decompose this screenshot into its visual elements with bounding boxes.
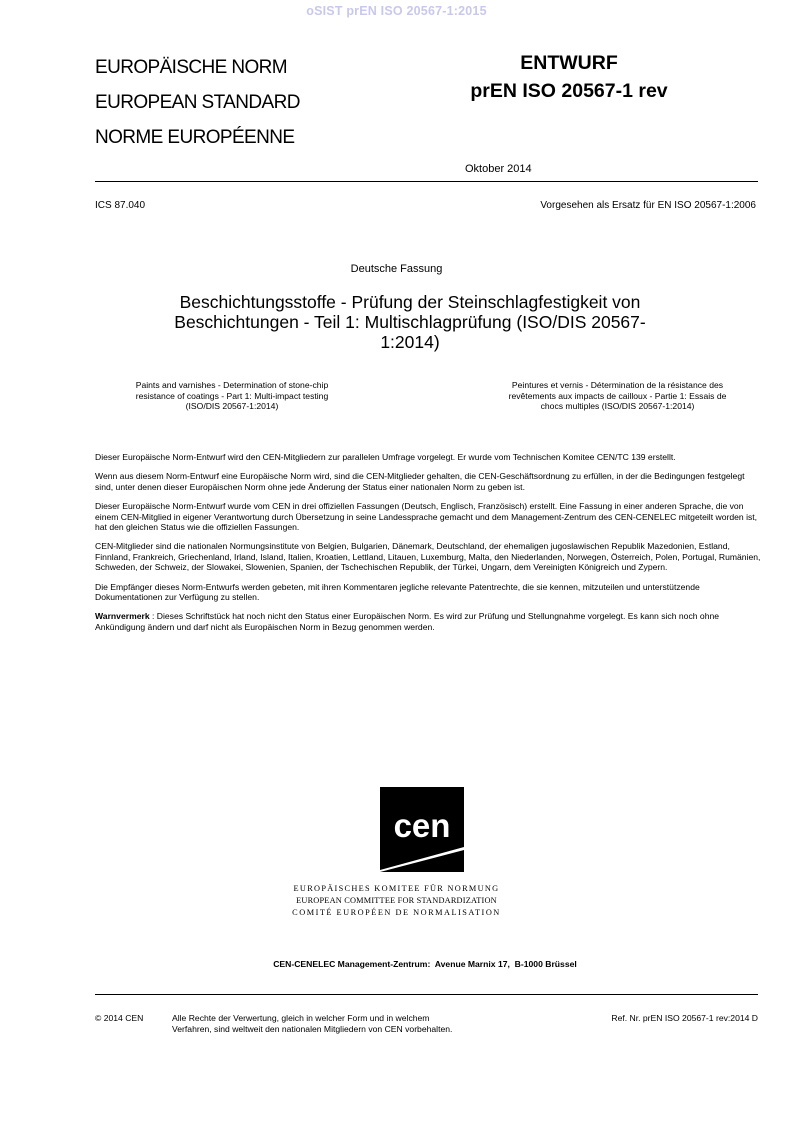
management-centre-address: CEN-CENELEC Management-Zentrum: Avenue Marnix 17, B-1000 Brüssel (273, 959, 577, 969)
german-title-line: 1:2014) (380, 332, 440, 352)
rights-line: Alle Rechte der Verwertung, gleich in welcher Form und in welchem (172, 1013, 430, 1023)
paragraph-patents: Die Empfänger dieses Norm-Entwurfs werden gebeten, mit ihren Kommentaren jegliche relevante Patentrechte, die sie kennen, mitzuteilen und unterstützende Dokumentationen zur Verfügung zu stellen. (95, 581, 700, 603)
german-title-line: Beschichtungen - Teil 1: Multischlagprüfung (ISO/DIS 20567- (174, 312, 646, 332)
version-label: Deutsche Fassung (350, 263, 443, 275)
replaces-note: Vorgesehen als Ersatz für EN ISO 20567-1:2006 (540, 200, 756, 211)
committee-name-en: EUROPEAN COMMITTEE FOR STANDARDIZATION (296, 896, 497, 905)
reference-number: Ref. Nr. prEN ISO 20567-1 rev:2014 D (611, 1013, 758, 1023)
french-title-line: revêtements aux impacts de cailloux - Partie 1: Essais de (508, 390, 727, 401)
committee-name-fr: COMITÉ EUROPÉEN DE NORMALISATION (292, 908, 501, 917)
standard-name-de: EUROPÄISCHE NORM (95, 57, 288, 78)
paragraph-enquiry: Dieser Europäische Norm-Entwurf wird den CEN-Mitgliedern zur parallelen Umfrage vorgelegt. Er wurde vom Technischen Komitee CEN/TC 139 erstellt. (95, 452, 676, 462)
standard-name-en: EUROPEAN STANDARD (95, 92, 300, 113)
publication-date: Oktober 2014 (465, 163, 532, 175)
english-title (112, 380, 352, 412)
cen-logo (380, 787, 464, 872)
english-title-line: Paints and varnishes - Determination of stone-chip (135, 380, 329, 390)
committee-name-de: EUROPÄISCHES KOMITEE FÜR NORMUNG (293, 884, 500, 893)
english-title-line: (ISO/DIS 20567-1:2014) (185, 401, 279, 411)
footer-divider (95, 994, 758, 995)
french-title-line: Peintures et vernis - Détermination de la résistance des (511, 380, 724, 390)
paragraph-obligation: Wenn aus diesem Norm-Entwurf eine Europäische Norm wird, sind die CEN-Mitglieder gehalten, die CEN-Geschäftsordnung zu erfüllen, in der die Bedingungen festgelegt sind, unter denen dieser Europäischen Norm ohne jede Änderung der Status einer nationalen Norm zu geben ist. (95, 471, 745, 492)
warning-notice (95, 611, 763, 632)
rights-notice (172, 1013, 552, 1034)
paragraph-members: CEN-Mitglieder sind die nationalen Normungsinstitute von Belgien, Bulgarien, Dänemark, Deutschland, der ehemaligen jugoslawischen Republik Mazedonien, Estland, Finnland, Frankreich, Griechenland, Irland, Island, Italien, Kroatien, Lettland, Litauen, Luxemburg, Malta, den Niederlanden, Norwegen, Österreich, Polen, Portugal, Rumänien, Schweden, der Schweiz, der Slowakei, Slowenien, Spanien, der Tschechischen Republik, der Türkei, Ungarn, dem Vereinigten Königreich und Zypern. (95, 541, 761, 573)
german-title-line: Beschichtungsstoffe - Prüfung der Steinschlagfestigkeit von (179, 292, 641, 312)
warning-text: : Dieses Schriftstück hat noch nicht den Status einer Europäischen Norm. Es wird zur Prüfung und Stellungnahme vorgelegt. Es kann sich noch ohne Ankündigung ändern und darf nicht als Europäischen Norm in Bezug genommen werden. (95, 611, 720, 632)
watermark: oSIST prEN ISO 20567-1:2015 (306, 4, 487, 18)
french-title-line: chocs multiples (ISO/DIS 20567-1:2014) (540, 401, 695, 411)
rights-line: Verfahren, sind weltweit den nationalen Mitgliedern von CEN vorbehalten. (172, 1023, 453, 1034)
french-title (470, 380, 765, 412)
ics-code: ICS 87.040 (95, 200, 146, 211)
paragraph-languages: Dieser Europäische Norm-Entwurf wurde vom CEN in drei offiziellen Fassungen (Deutsch, Englisch, Französisch) erstellt. Eine Fassung in einer anderen Sprache, die von einem CEN-Mitglied in eigener Verantwortung durch Übersetzung in seine Landessprache gemacht und dem Management-Zentrum des CEN-CENELEC mitgeteilt worden ist, hat den gleichen Status wie die offiziellen Fassungen. (95, 501, 758, 533)
copyright: © 2014 CEN (95, 1013, 144, 1023)
cen-logo-text: cen (393, 807, 451, 844)
header-divider (95, 181, 758, 182)
english-title-line: resistance of coatings - Part 1: Multi-impact testing (135, 390, 329, 401)
standard-name-fr: NORME EUROPÉENNE (95, 127, 295, 148)
warning-label: Warnvermerk (95, 611, 150, 622)
german-title (140, 292, 680, 352)
body-text (95, 452, 763, 641)
document-number: prEN ISO 20567-1 rev (470, 80, 668, 102)
draft-label: ENTWURF (520, 52, 618, 74)
